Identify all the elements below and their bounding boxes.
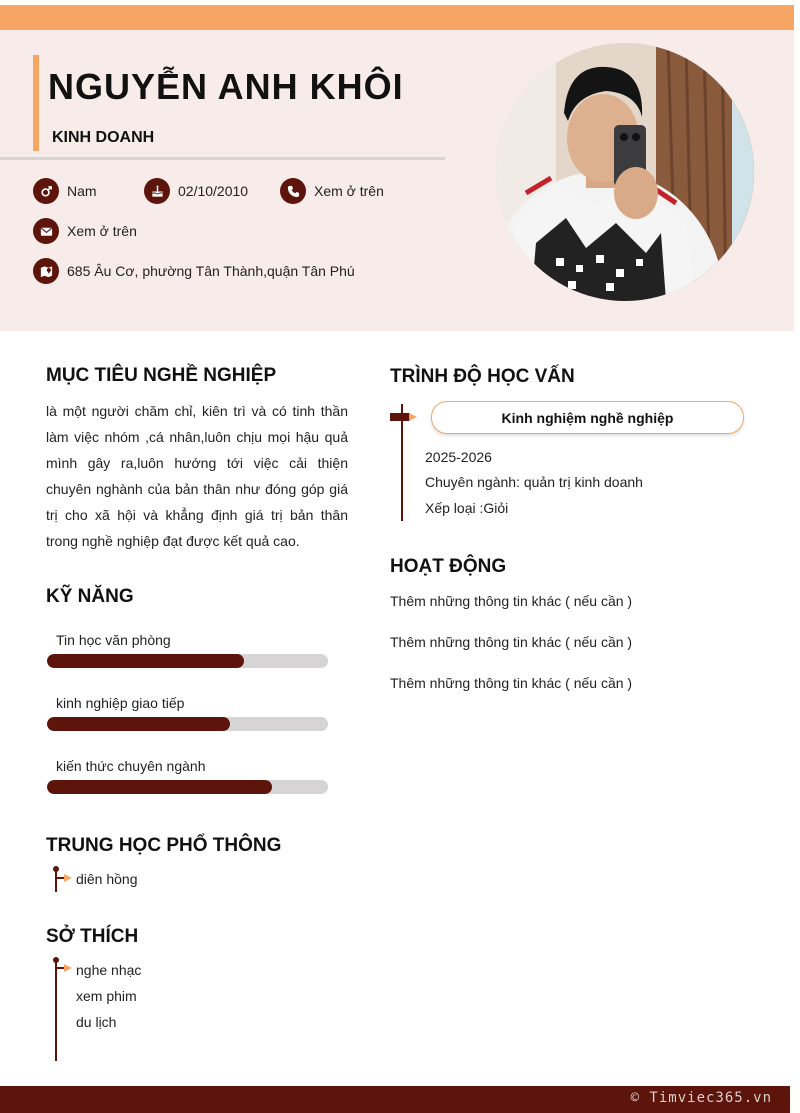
education-period: 2025-2026 <box>425 449 492 465</box>
email-text: Xem ở trên <box>67 223 137 239</box>
skill-label: Tin học văn phòng <box>56 632 171 648</box>
gender-info <box>33 178 97 204</box>
activity-item: Thêm những thông tin khác ( nếu cần ) <box>390 634 633 650</box>
address-info <box>33 258 355 284</box>
email-info <box>33 218 137 244</box>
timeline-arrow-icon <box>64 964 72 972</box>
hobbies-title: SỞ THÍCH <box>46 926 139 947</box>
activity-item: Thêm những thông tin khác ( nếu cần ) <box>390 593 633 609</box>
timeline-dot <box>53 957 59 963</box>
skill-bar-track <box>47 780 328 794</box>
phone-text: Xem ở trên <box>314 183 384 199</box>
skill-bar-fill <box>47 654 244 668</box>
timeline-dot <box>53 866 59 872</box>
skills-title: KỸ NĂNG <box>46 586 134 607</box>
header-divider <box>0 157 445 160</box>
skill-bar-track <box>47 717 328 731</box>
education-pill: Kinh nghiệm nghề nghiệp <box>431 401 744 434</box>
education-rank: Xếp loại :Giỏi <box>425 500 509 516</box>
envelope-icon <box>33 218 59 244</box>
timeline-line <box>55 959 57 1061</box>
skill-bar-track <box>47 654 328 668</box>
skill-label: kinh nghiệp giao tiếp <box>56 695 185 711</box>
skill-bar-fill <box>47 717 230 731</box>
name-accent-bar <box>33 55 39 151</box>
objective-text: là một người chăm chỉ, kiên trì và có tinh thần làm việc nhóm ,cá nhân,luôn chịu mọi hậu quả mình gây ra,luôn hướng tới việc cải thiện chuyên nghành của bản thân như đóng góp giá trị cho xã hội và khẳng định giá trị bản thân trong nghề nghiệp đạt được kết quả cao. <box>46 403 348 549</box>
timeline-marker <box>390 413 410 421</box>
timeline-line <box>401 404 403 521</box>
education-major: Chuyên ngành: quản trị kinh doanh <box>425 474 643 490</box>
timeline-arrow-icon <box>64 874 72 882</box>
gender-icon <box>33 178 59 204</box>
activities-title: HOẠT ĐỘNG <box>390 556 507 577</box>
birthday-info <box>144 178 248 204</box>
phone-info <box>280 178 384 204</box>
candidate-name: NGUYỄN ANH KHÔI <box>48 66 404 107</box>
profile-photo <box>496 43 754 301</box>
address-text: 685 Âu Cơ, phường Tân Thành,quận Tân Phú <box>67 263 355 279</box>
gender-text: Nam <box>67 183 97 199</box>
footer-brand: © Timviec365.vn <box>630 1090 772 1106</box>
skill-label: kiến thức chuyên ngành <box>56 758 206 774</box>
map-pin-icon <box>33 258 59 284</box>
top-accent-strip <box>0 5 794 30</box>
timeline-arrow-icon <box>409 413 417 421</box>
objective-title: MỤC TIÊU NGHỀ NGHIỆP <box>46 365 277 386</box>
phone-icon <box>280 178 306 204</box>
job-title: KINH DOANH <box>52 129 155 146</box>
skill-bar-fill <box>47 780 272 794</box>
education-title: TRÌNH ĐỘ HỌC VẤN <box>390 366 575 387</box>
footer-bar <box>0 1086 790 1113</box>
high-school-title: TRUNG HỌC PHỔ THÔNG <box>46 835 282 856</box>
birthday-text: 02/10/2010 <box>178 183 249 199</box>
high-school-item: diên hồng <box>76 871 138 887</box>
hobby-item: du lịch <box>76 1014 117 1030</box>
cake-icon <box>144 178 170 204</box>
activity-item: Thêm những thông tin khác ( nếu cần ) <box>390 675 633 691</box>
hobby-item: xem phim <box>76 988 137 1004</box>
hobby-item: nghe nhạc <box>76 962 142 978</box>
